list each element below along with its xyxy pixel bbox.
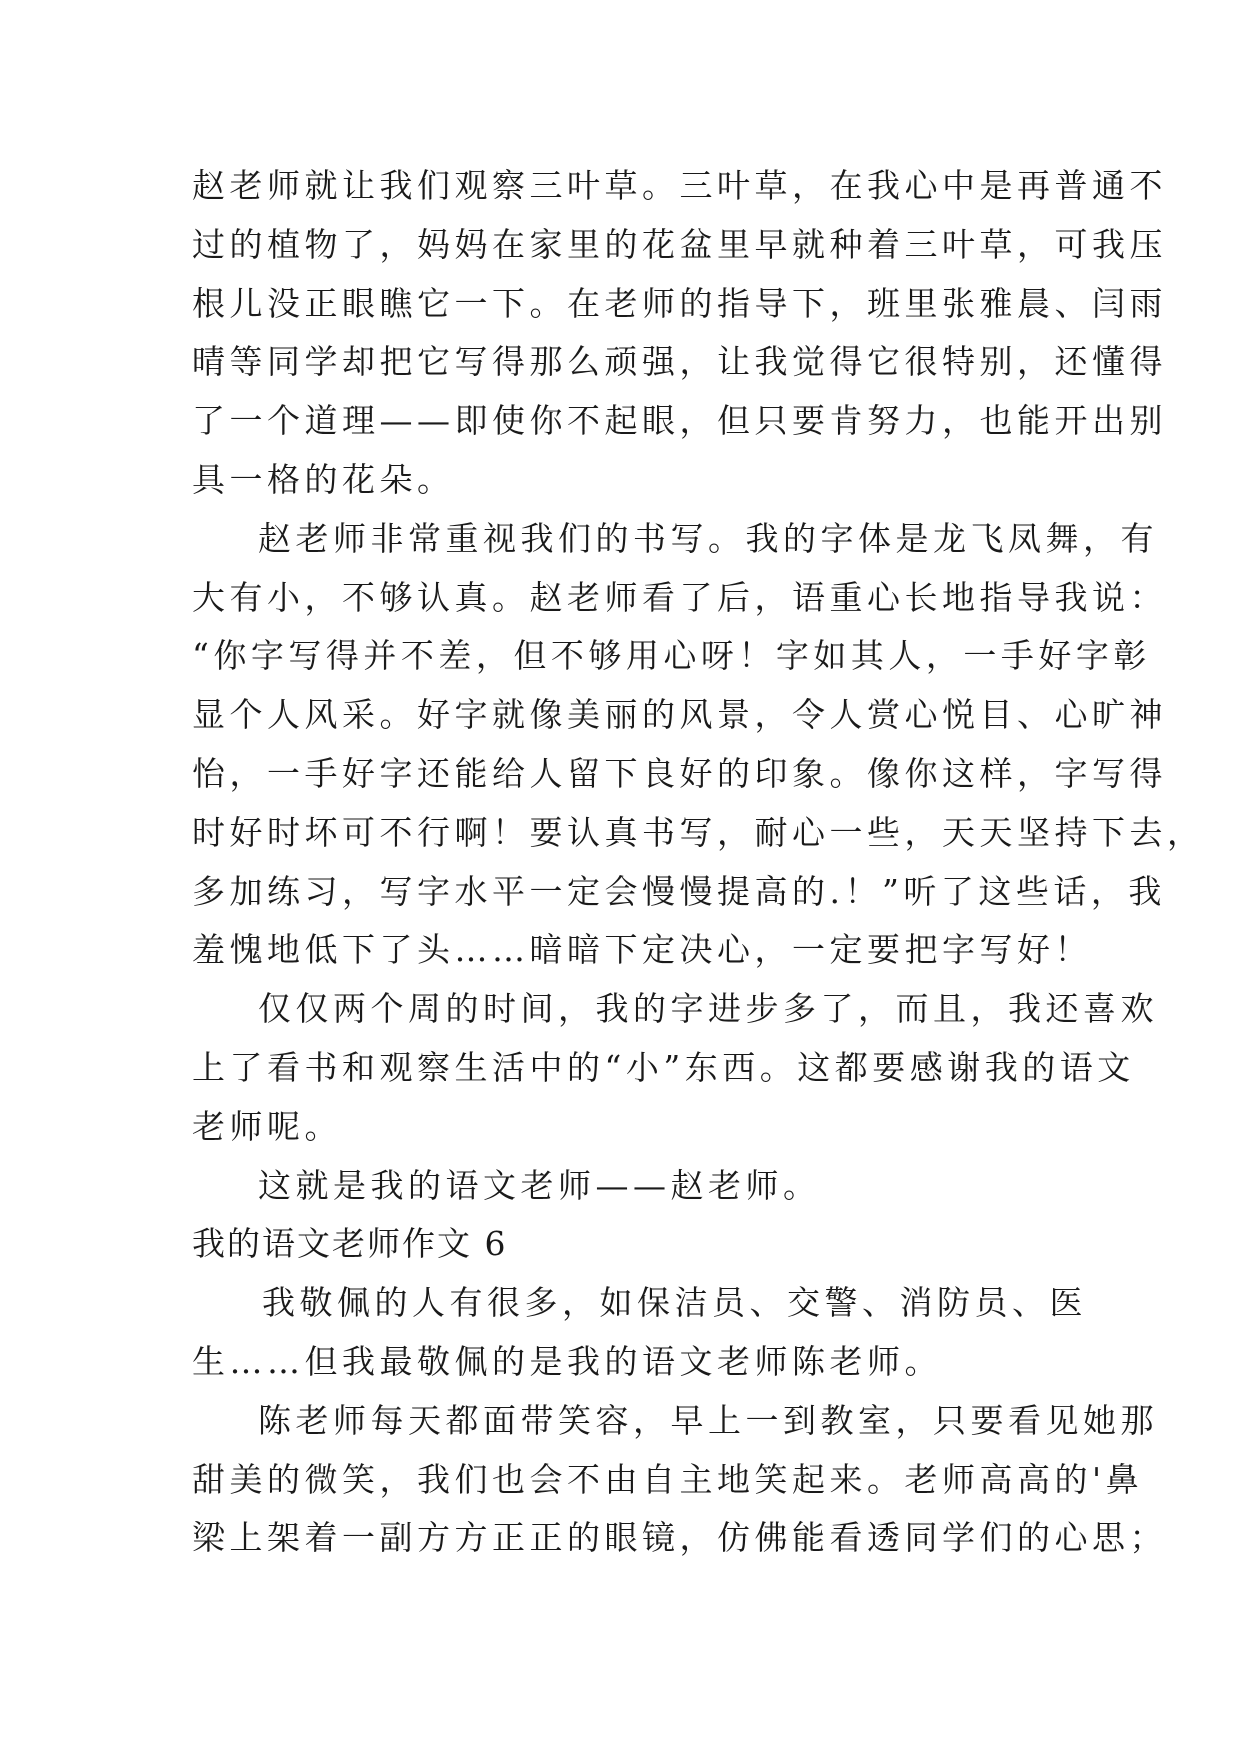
paragraph-line: 我敬佩的人有很多，如保洁员、交警、消防员、医 xyxy=(262,1283,1087,1323)
paragraph-line: 上了看书和观察生活中的“小”东西。这都要感谢我的语文 xyxy=(192,1047,1135,1087)
document-body xyxy=(192,157,1205,1568)
paragraph-line: 仅仅两个周的时间，我的字进步多了，而且，我还喜欢 xyxy=(258,989,1158,1029)
paragraph-line: 羞愧地低下了头……暗暗下定决心，一定要把字写好！ xyxy=(192,930,1092,970)
paragraph-line: 这就是我的语文老师——赵老师。 xyxy=(258,1165,821,1205)
paragraph-line: 生……但我最敬佩的是我的语文老师陈老师。 xyxy=(192,1341,942,1381)
paragraph-line: 了一个道理——即使你不起眼，但只要肯努力，也能开出别 xyxy=(192,401,1167,441)
paragraph-line: 怡，一手好字还能给人留下良好的印象。像你这样，字写得 xyxy=(192,753,1167,793)
paragraph-line: 晴等同学却把它写得那么顽强，让我觉得它很特别，还懂得 xyxy=(192,342,1167,382)
paragraph-line: 赵老师就让我们观察三叶草。三叶草，在我心中是再普通不 xyxy=(192,166,1167,205)
paragraph-line: 老师呢。 xyxy=(192,1106,342,1146)
paragraph-line: 梁上架着一副方方正正的眼镜，仿佛能看透同学们的心思； xyxy=(192,1518,1167,1558)
section-heading: 我的语文老师作文 6 xyxy=(192,1224,508,1264)
paragraph-line: 甜美的微笑，我们也会不由自主地笑起来。老师高高的'鼻 xyxy=(192,1459,1144,1499)
paragraph-line: 根儿没正眼瞧它一下。在老师的指导下，班里张雅晨、闫雨 xyxy=(192,283,1167,323)
paragraph-line: 赵老师非常重视我们的书写。我的字体是龙飞凤舞，有 xyxy=(258,518,1158,558)
paragraph-line: 过的植物了，妈妈在家里的花盆里早就种着三叶草，可我压 xyxy=(192,224,1167,264)
paragraph-line: 陈老师每天都面带笑容，早上一到教室，只要看见她那 xyxy=(258,1400,1158,1440)
paragraph-line: 大有小，不够认真。赵老师看了后，语重心长地指导我说： xyxy=(192,577,1167,617)
paragraph-line: 多加练习，写字水平一定会慢慢提高的.！”听了这些话，我 xyxy=(192,871,1166,911)
paragraph-line: 时好时坏可不行啊！要认真书写，耐心一些，天天坚持下去， xyxy=(192,812,1205,852)
paragraph-line: 具一格的花朵。 xyxy=(192,459,455,499)
paragraph-line: “你字写得并不差，但不够用心呀！字如其人，一手好字彰 xyxy=(192,636,1151,676)
paragraph-line: 显个人风采。好字就像美丽的风景，令人赏心悦目、心旷神 xyxy=(192,695,1167,735)
